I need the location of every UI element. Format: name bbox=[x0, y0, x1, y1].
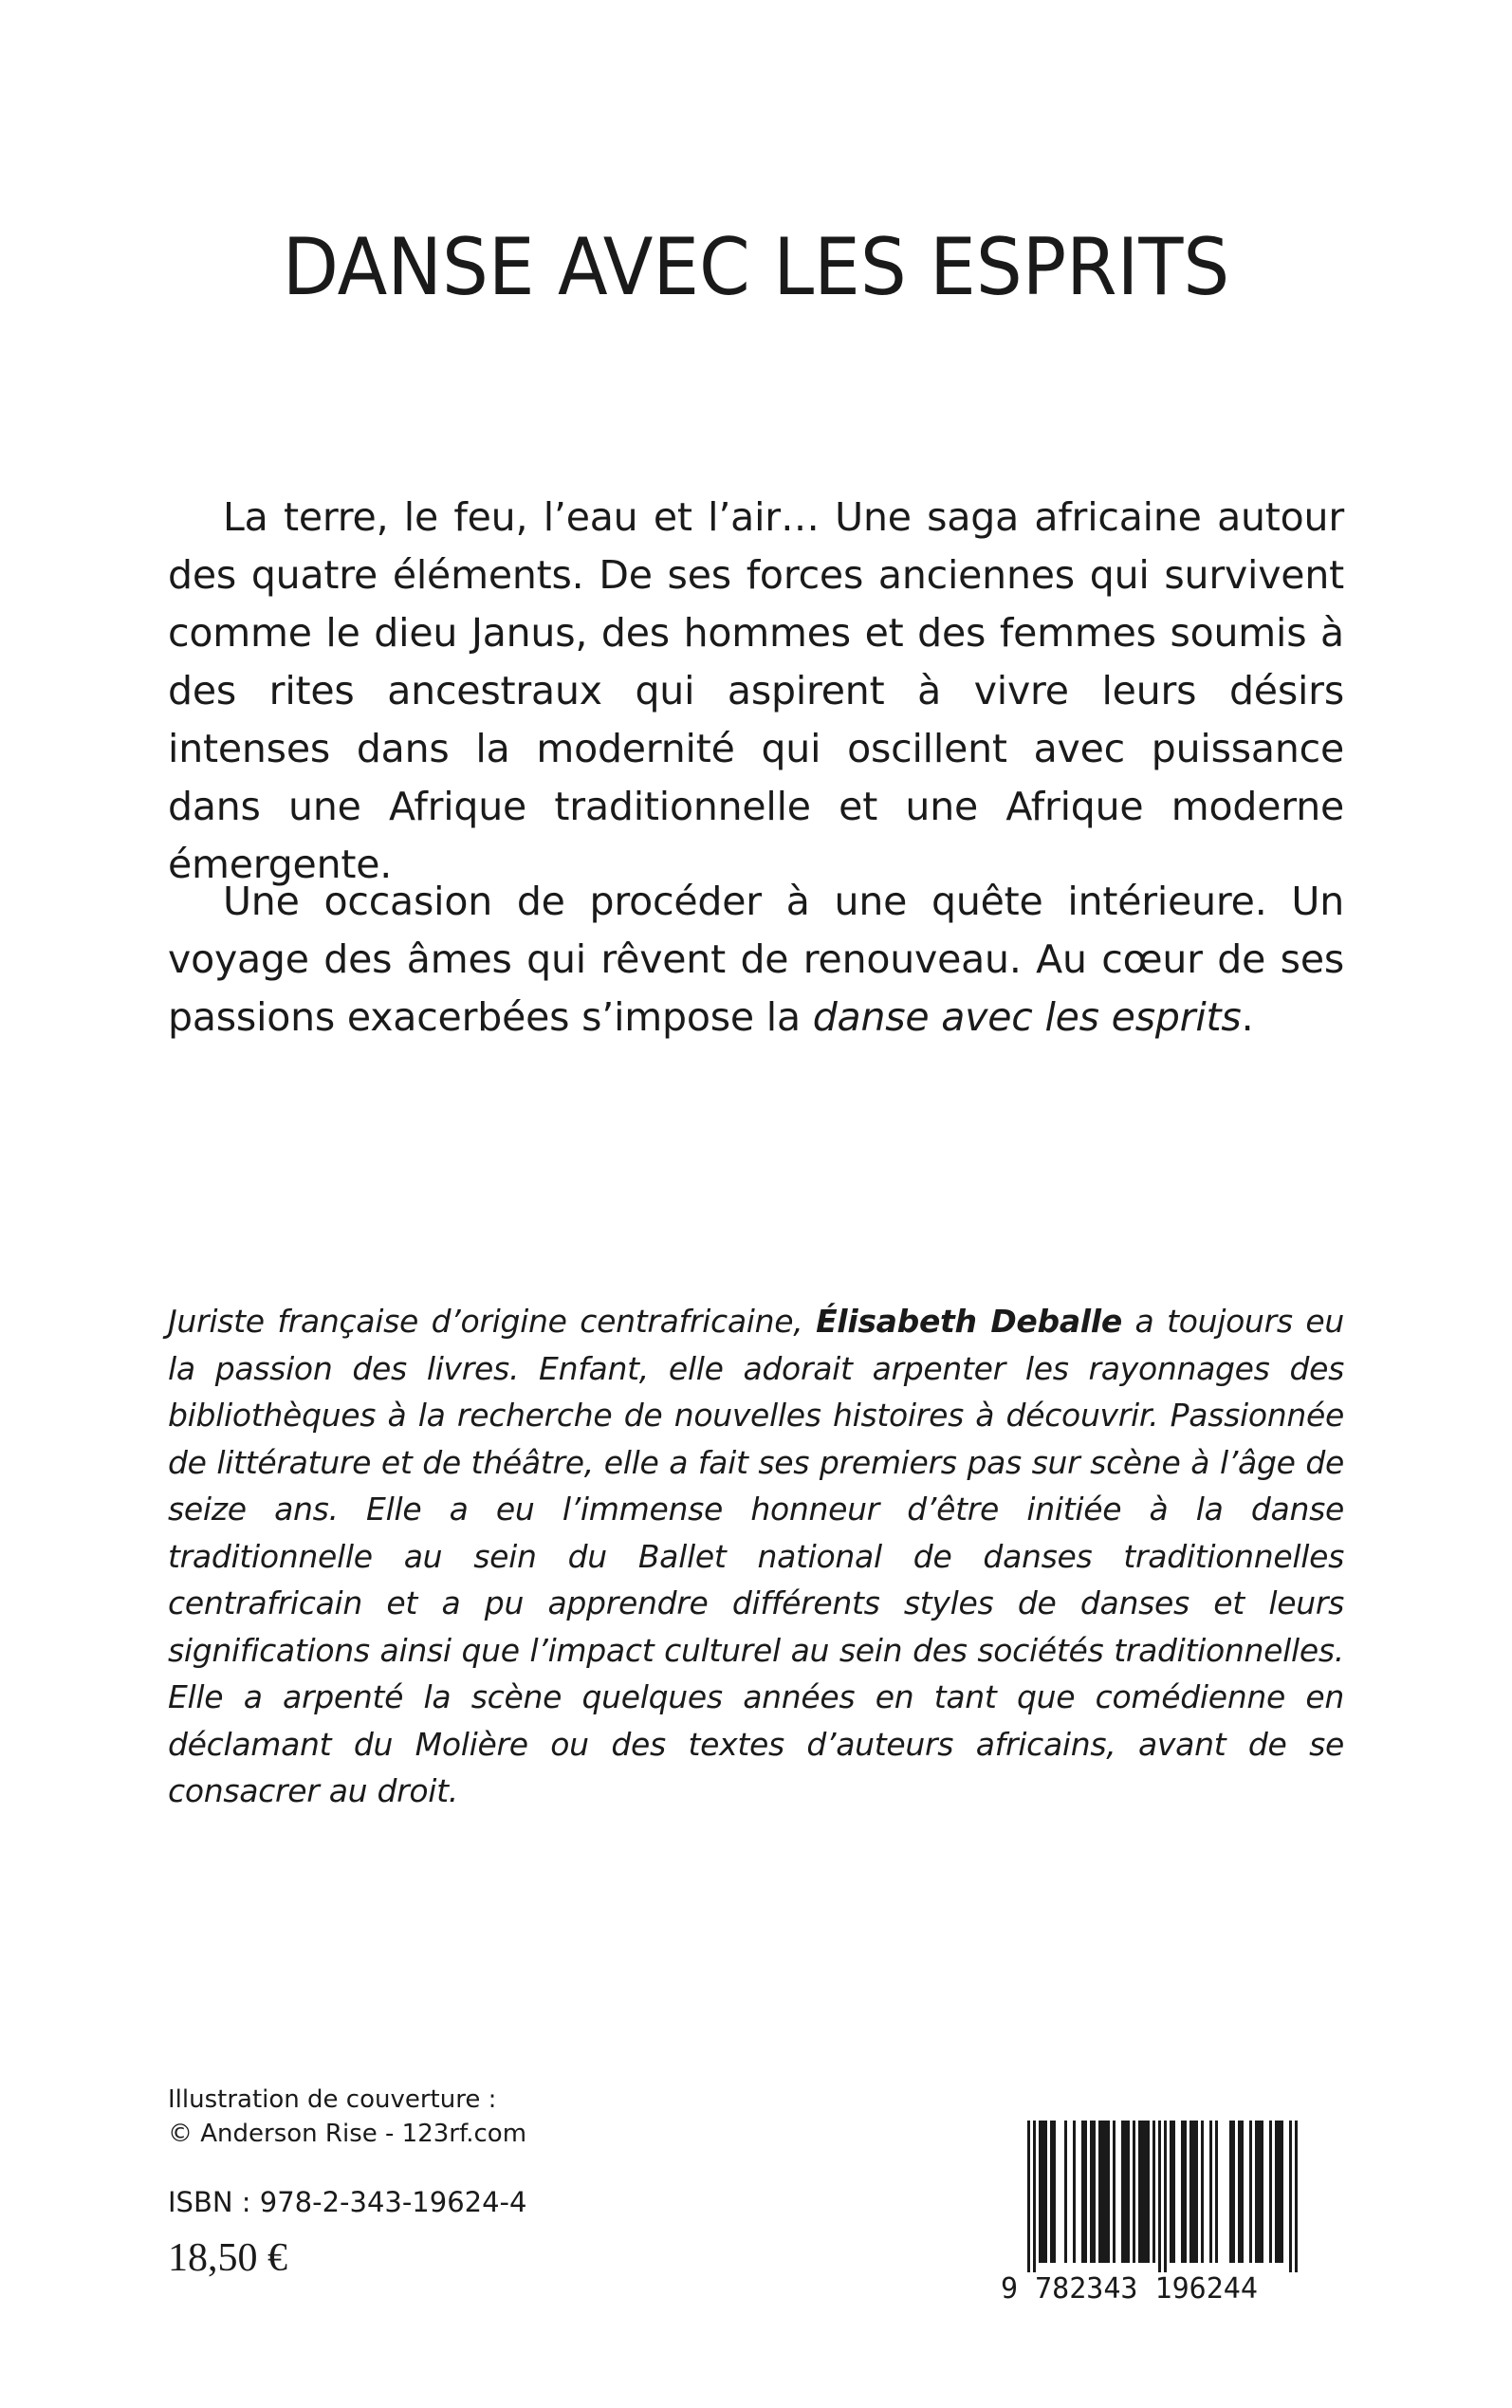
barcode-bar bbox=[1098, 2121, 1101, 2263]
barcode-bar bbox=[1101, 2121, 1104, 2263]
barcode-bar bbox=[1261, 2121, 1263, 2263]
book-title: DANSE AVEC LES ESPRITS bbox=[282, 222, 1230, 314]
blurb-paragraph-2 bbox=[168, 873, 1344, 1047]
barcode-bar bbox=[1278, 2121, 1281, 2263]
author-bio-text bbox=[168, 1298, 1344, 1815]
blurb-text-1: La terre, le feu, l’eau et l’air… Une saga africaine autour des quatre éléments. De ses forces anciennes qui survivent comme le dieu Janus, des hommes et des femmes soumis à des rites ancestraux qui aspirent à vivre leurs désirs intenses dans la modernité qui oscillent avec puissance dans une Afrique traditionnelle et une Afrique moderne émergente. bbox=[168, 494, 1344, 887]
author-bio-intro: Juriste française d’origine centrafricaine, bbox=[168, 1303, 817, 1340]
isbn: ISBN : 978-2-343-19624-4 bbox=[168, 2186, 527, 2218]
barcode-bar bbox=[1209, 2121, 1212, 2263]
barcode-bar bbox=[1258, 2121, 1261, 2263]
barcode-bar bbox=[1144, 2121, 1147, 2263]
barcode-bar bbox=[1184, 2121, 1187, 2263]
barcode-bar bbox=[1107, 2121, 1110, 2263]
blurb-text-2-italic: danse avec les esprits bbox=[812, 994, 1242, 1040]
author-name: Élisabeth Deballe bbox=[816, 1303, 1122, 1340]
blurb-text-2-start: Une occasion de procéder à une quête intérieure. Un voyage des âmes qui rêvent de renouveau. Au cœur de ses passions exacerbées s’impose la bbox=[168, 879, 1344, 1040]
blurb-text-2 bbox=[168, 873, 1344, 1047]
barcode-bar bbox=[1181, 2121, 1184, 2263]
barcode-bar bbox=[1121, 2121, 1124, 2263]
barcode-bar bbox=[1281, 2121, 1283, 2263]
barcode-bar bbox=[1192, 2121, 1195, 2263]
barcode-guard-bar bbox=[1289, 2121, 1292, 2272]
barcode-bar bbox=[1073, 2121, 1076, 2263]
barcode-bar bbox=[1042, 2121, 1044, 2263]
barcode-bar bbox=[1050, 2121, 1053, 2263]
barcode-bar bbox=[1147, 2121, 1150, 2263]
barcode-bar bbox=[1241, 2121, 1244, 2263]
barcode-guard-bar bbox=[1295, 2121, 1298, 2272]
barcode-guard-bar bbox=[1027, 2121, 1030, 2272]
barcode-bar bbox=[1195, 2121, 1198, 2263]
barcode-bar bbox=[1215, 2121, 1218, 2263]
barcode-bar bbox=[1104, 2121, 1107, 2263]
author-bio-body: a toujours eu la passion des livres. Enfant, elle adorait arpenter les rayonnages des bibliothèques à la recherche de nouvelles histoires à découvrir. Passionnée de littérature et de théâtre, elle a fait ses premiers pas sur scène à l’âge de seize ans. Elle a eu l’immense honneur d’être initiée à la danse traditionnelle au sein du Ballet national de danses traditionnelles centrafricain et a pu apprendre différents styles de danses et leurs significations ainsi que l’impact culturel au sein des sociétés traditionnelles. Elle a arpenté la scène quelques années en tant que comédienne en déclamant du Molière ou des textes d’auteurs africains, avant de se consacrer au droit. bbox=[168, 1303, 1344, 1809]
barcode-bar bbox=[1093, 2121, 1096, 2263]
barcode-bar bbox=[1255, 2121, 1258, 2263]
author-bio bbox=[168, 1298, 1344, 1815]
barcode-bar bbox=[1064, 2121, 1067, 2263]
illustration-credit: © Anderson Rise - 123rf.com bbox=[168, 2120, 527, 2148]
illustration-label: Illustration de couverture : bbox=[168, 2085, 497, 2114]
barcode-bar bbox=[1090, 2121, 1093, 2263]
barcode-bar bbox=[1081, 2121, 1084, 2263]
barcode-bar bbox=[1238, 2121, 1241, 2263]
barcode-bar bbox=[1124, 2121, 1127, 2263]
barcode-bar bbox=[1039, 2121, 1042, 2263]
barcode-bar bbox=[1127, 2121, 1130, 2263]
barcode-bar bbox=[1249, 2121, 1252, 2263]
barcode-digits: 9 782343 196244 bbox=[1001, 2272, 1258, 2306]
barcode-bar bbox=[1141, 2121, 1144, 2263]
barcode-bar bbox=[1138, 2121, 1141, 2263]
barcode-bar bbox=[1113, 2121, 1116, 2263]
barcode-bar bbox=[1189, 2121, 1192, 2263]
barcode-guard-bar bbox=[1164, 2121, 1167, 2272]
barcode-bar bbox=[1170, 2121, 1172, 2263]
barcode-bars bbox=[1001, 2121, 1314, 2272]
barcode-bar bbox=[1232, 2121, 1235, 2263]
barcode-bar bbox=[1044, 2121, 1047, 2263]
barcode-bar bbox=[1133, 2121, 1135, 2263]
barcode-guard-bar bbox=[1033, 2121, 1036, 2272]
barcode-bar bbox=[1275, 2121, 1278, 2263]
barcode-bar bbox=[1053, 2121, 1056, 2263]
blurb-paragraph-1 bbox=[168, 489, 1344, 894]
blurb-text-2-end: . bbox=[1241, 994, 1254, 1040]
barcode-bar bbox=[1269, 2121, 1272, 2263]
barcode-bar bbox=[1172, 2121, 1175, 2263]
barcode-guard-bar bbox=[1158, 2121, 1161, 2272]
price: 18,50 € bbox=[168, 2236, 287, 2280]
barcode bbox=[1001, 2121, 1314, 2306]
barcode-bar bbox=[1201, 2121, 1204, 2263]
illustration-credits bbox=[168, 2083, 526, 2151]
barcode-bar bbox=[1084, 2121, 1087, 2263]
barcode-bar bbox=[1229, 2121, 1232, 2263]
barcode-bar bbox=[1152, 2121, 1155, 2263]
